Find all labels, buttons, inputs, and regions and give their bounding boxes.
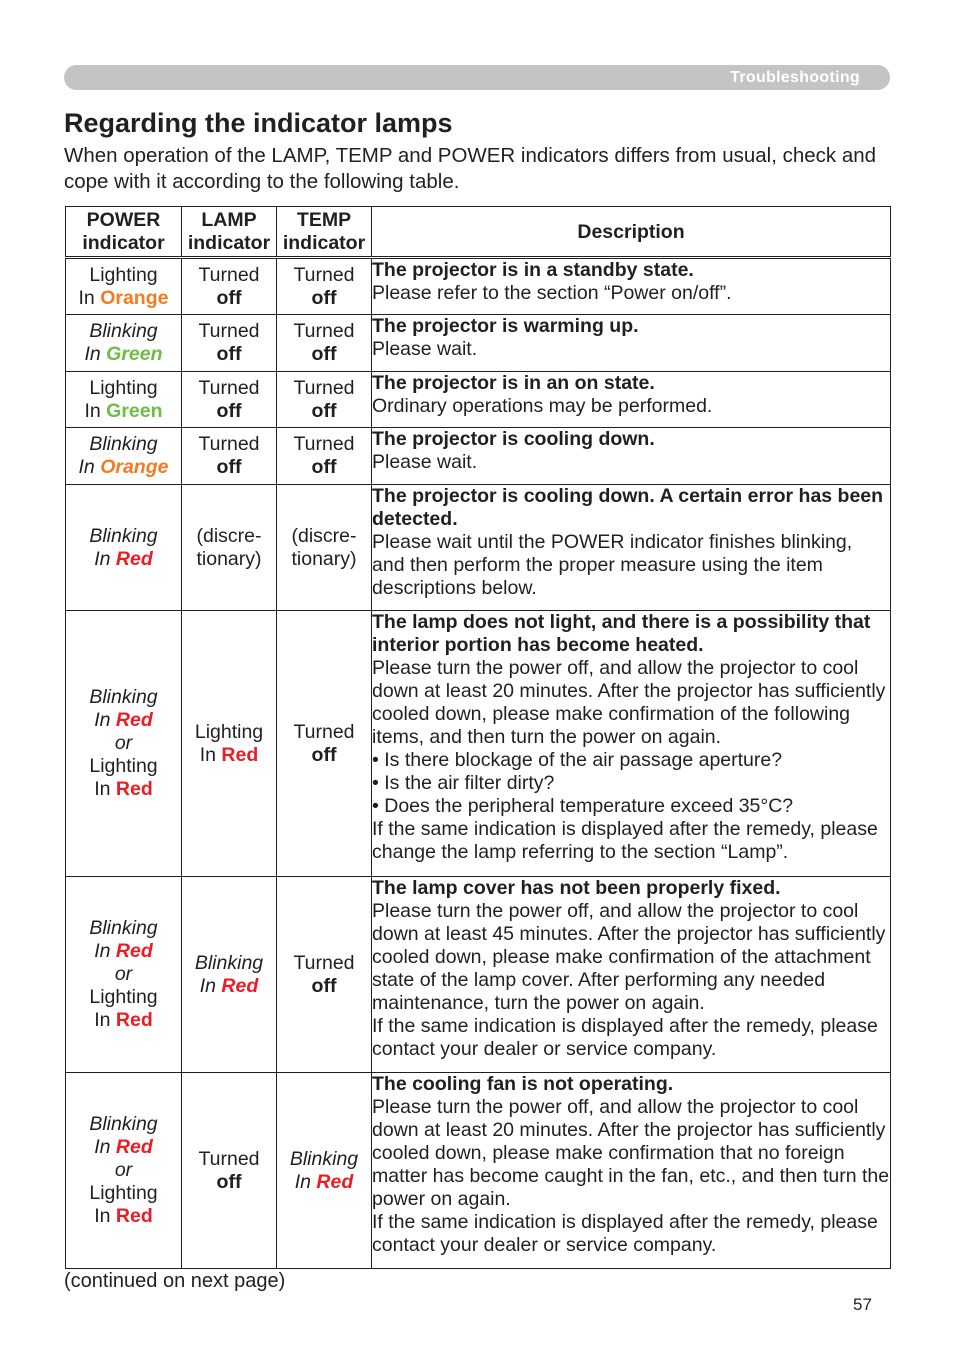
description-text: Ordinary operations may be performed.: [372, 395, 713, 417]
temp-state-cell: [277, 1073, 372, 1269]
state-off: off: [311, 286, 337, 309]
column-header-power: POWER indicator: [66, 207, 182, 258]
state-prefix: In: [84, 399, 101, 422]
state-color-line: [182, 975, 276, 998]
state-off: off: [216, 1170, 242, 1193]
description-title: The projector is in a standby state.: [372, 259, 694, 281]
state-prefix: In: [94, 547, 111, 570]
state-off: off: [216, 399, 242, 422]
description-cell: [372, 1073, 891, 1269]
lamp-state-cell: [182, 1073, 277, 1269]
description-cell: [372, 428, 891, 485]
temp-state-cell: [277, 485, 372, 611]
state-color-line: [182, 744, 276, 767]
state-text: Turned: [293, 720, 355, 743]
state-prefix: In: [199, 743, 216, 766]
table-row: [66, 485, 891, 611]
state-prefix: In: [84, 343, 101, 365]
state-text: Turned: [198, 376, 260, 399]
power-state-cell: [66, 611, 182, 877]
description-cell: [372, 485, 891, 611]
state-text: Turned: [198, 320, 260, 342]
description-text: • Is the air filter dirty?: [372, 772, 555, 794]
state-color-line: [66, 1009, 181, 1032]
state-prefix: In: [94, 1136, 111, 1158]
state-color-line: [66, 400, 181, 423]
intro-paragraph: When operation of the LAMP, TEMP and POWER indicators differs from usual, check and cope with it according to the following table.: [64, 144, 877, 193]
state-off: off: [311, 743, 337, 766]
state-text: Turned: [293, 376, 355, 399]
state-prefix: In: [94, 940, 111, 962]
temp-state-cell: [277, 315, 372, 372]
state-prefix: In: [94, 709, 111, 731]
state-off: off: [216, 286, 242, 309]
page-title: Regarding the indicator lamps: [64, 108, 453, 138]
state-color-line: [66, 709, 181, 732]
description-cell: [372, 611, 891, 877]
column-header-temp: TEMP indicator: [277, 207, 372, 258]
table-row: [66, 428, 891, 485]
state-text: Blinking: [89, 524, 158, 547]
state-off: off: [216, 343, 242, 365]
description-text: If the same indication is displayed after the remedy, please contact your dealer or service company.: [372, 1211, 878, 1256]
state-off: off: [311, 974, 337, 997]
state-prefix: In: [78, 286, 95, 309]
state-prefix: In: [94, 1205, 111, 1227]
description-text: Please refer to the section “Power on/off”.: [372, 282, 732, 304]
state-text: Turned: [293, 951, 355, 974]
or-label: or: [114, 963, 133, 985]
state-text-cont: tionary): [291, 547, 357, 570]
description-cell: [372, 258, 891, 315]
state-text: Lighting: [89, 1182, 158, 1204]
description-text: If the same indication is displayed after the remedy, please change the lamp referring to the section “Lamp”.: [372, 818, 878, 863]
description-text: If the same indication is displayed after the remedy, please contact your dealer or service company.: [372, 1015, 878, 1060]
lamp-state-cell: [182, 877, 277, 1073]
state-color-word: Red: [115, 1136, 153, 1158]
state-color-line: [66, 548, 181, 571]
table-row: [66, 877, 891, 1073]
state-color-line: [66, 778, 181, 801]
state-color-line: [66, 456, 181, 479]
state-text: Blinking: [89, 917, 158, 939]
power-state-cell: [66, 372, 182, 428]
or-label: or: [114, 732, 133, 754]
state-text: (discre-: [291, 524, 357, 547]
section-header-bar: [64, 65, 890, 90]
power-state-cell: [66, 315, 182, 372]
description-text: Please wait.: [372, 451, 478, 473]
description-text: • Does the peripheral temperature exceed 35°C?: [372, 795, 794, 817]
page-number: 57: [853, 1295, 872, 1314]
state-color-word: Red: [115, 1205, 153, 1227]
state-prefix: In: [199, 974, 216, 997]
state-color-word: Red: [221, 743, 259, 766]
state-prefix: In: [94, 778, 111, 800]
state-text: Turned: [293, 433, 355, 455]
state-color-word: Red: [115, 1009, 153, 1031]
lamp-state-cell: [182, 611, 277, 877]
section-header-label: Troubleshooting: [730, 69, 860, 86]
state-color-line: [277, 1171, 371, 1194]
description-title: The projector is cooling down. A certain error has been detected.: [372, 485, 884, 530]
state-text: Blinking: [89, 686, 158, 708]
power-state-cell: [66, 1073, 182, 1269]
state-color-word: Orange: [100, 456, 169, 478]
state-color-line: [66, 343, 181, 366]
lamp-state-cell: [182, 428, 277, 485]
state-text: Blinking: [89, 320, 158, 342]
lamp-state-cell: [182, 258, 277, 315]
state-color-line: [66, 1205, 181, 1228]
state-text: Lighting: [89, 376, 158, 399]
state-text: Blinking: [89, 1113, 158, 1135]
state-text: Turned: [293, 263, 355, 286]
state-text: Blinking: [289, 1147, 359, 1170]
state-color-word: Orange: [100, 286, 169, 309]
description-text: Please turn the power off, and allow the projector to cool down at least 45 minutes. After the projector has sufficiently cooled down, please make confirmation of the attachment state of the lamp cover. After performing any needed maintenance, turn the power on again.: [372, 900, 886, 1014]
state-off: off: [311, 343, 337, 365]
state-off: off: [311, 456, 337, 478]
state-color-word: Red: [115, 778, 153, 800]
description-title: The projector is cooling down.: [372, 428, 655, 450]
state-prefix: In: [94, 1009, 111, 1031]
temp-state-cell: [277, 258, 372, 315]
state-color-line: [66, 1136, 181, 1159]
state-text: Blinking: [89, 433, 158, 455]
indicator-table: [65, 206, 891, 1269]
temp-state-cell: [277, 372, 372, 428]
power-state-cell: [66, 485, 182, 611]
description-text: Please wait until the POWER indicator finishes blinking, and then perform the proper measure using the item descriptions below.: [372, 531, 853, 599]
description-cell: [372, 372, 891, 428]
state-text: Turned: [198, 1147, 260, 1170]
table-row: [66, 611, 891, 877]
state-text: (discre-: [196, 524, 262, 547]
or-label: or: [114, 1159, 133, 1181]
state-off: off: [311, 399, 337, 422]
state-color-word: Green: [106, 343, 163, 365]
description-text: Please wait.: [372, 338, 478, 360]
state-off: off: [216, 456, 242, 478]
state-text-cont: tionary): [196, 547, 262, 570]
column-header-description: Description: [372, 207, 891, 258]
description-title: The projector is in an on state.: [372, 372, 655, 394]
lamp-state-cell: [182, 485, 277, 611]
description-text: Please turn the power off, and allow the projector to cool down at least 20 minutes. After the projector has sufficiently cooled down, please make confirmation that no foreign matter has become caught in the fan, etc., and then turn the power on again.: [372, 1096, 890, 1210]
description-title: The lamp cover has not been properly fixed.: [372, 877, 781, 899]
description-title: The lamp does not light, and there is a possibility that interior portion has become heated.: [372, 611, 871, 656]
description-title: The cooling fan is not operating.: [372, 1073, 674, 1095]
description-title: The projector is warming up.: [372, 315, 639, 337]
state-color-word: Red: [115, 940, 153, 962]
state-color-word: Red: [316, 1170, 354, 1193]
power-state-cell: [66, 877, 182, 1073]
state-color-word: Red: [221, 974, 259, 997]
state-prefix: In: [78, 456, 95, 478]
state-color-word: Red: [115, 709, 153, 731]
lamp-state-cell: [182, 372, 277, 428]
table-row: [66, 315, 891, 372]
continued-note: (continued on next page): [64, 1270, 286, 1292]
lamp-state-cell: [182, 315, 277, 372]
column-header-lamp: LAMP indicator: [182, 207, 277, 258]
state-text: Lighting: [89, 263, 158, 286]
table-row: [66, 1073, 891, 1269]
state-text: Turned: [198, 433, 260, 455]
state-color-line: [66, 940, 181, 963]
temp-state-cell: [277, 611, 372, 877]
description-cell: [372, 315, 891, 372]
state-color-line: [66, 287, 181, 310]
state-text: Lighting: [194, 720, 264, 743]
description-cell: [372, 877, 891, 1073]
power-state-cell: [66, 258, 182, 315]
state-color-word: Red: [115, 547, 153, 570]
description-text: • Is there blockage of the air passage aperture?: [372, 749, 783, 771]
state-color-word: Green: [106, 399, 163, 422]
state-text: Lighting: [89, 986, 158, 1008]
power-state-cell: [66, 428, 182, 485]
temp-state-cell: [277, 428, 372, 485]
table-row: [66, 372, 891, 428]
state-text: Turned: [293, 320, 355, 342]
state-prefix: In: [294, 1170, 311, 1193]
state-text: Blinking: [194, 951, 264, 974]
temp-state-cell: [277, 877, 372, 1073]
state-text: Turned: [198, 263, 260, 286]
table-header-row: [66, 207, 891, 258]
state-text: Lighting: [89, 755, 158, 777]
description-text: Please turn the power off, and allow the projector to cool down at least 20 minutes. After the projector has sufficiently cooled down, please make confirmation of the following items, and then turn the power on again.: [372, 657, 886, 748]
table-row: [66, 258, 891, 315]
